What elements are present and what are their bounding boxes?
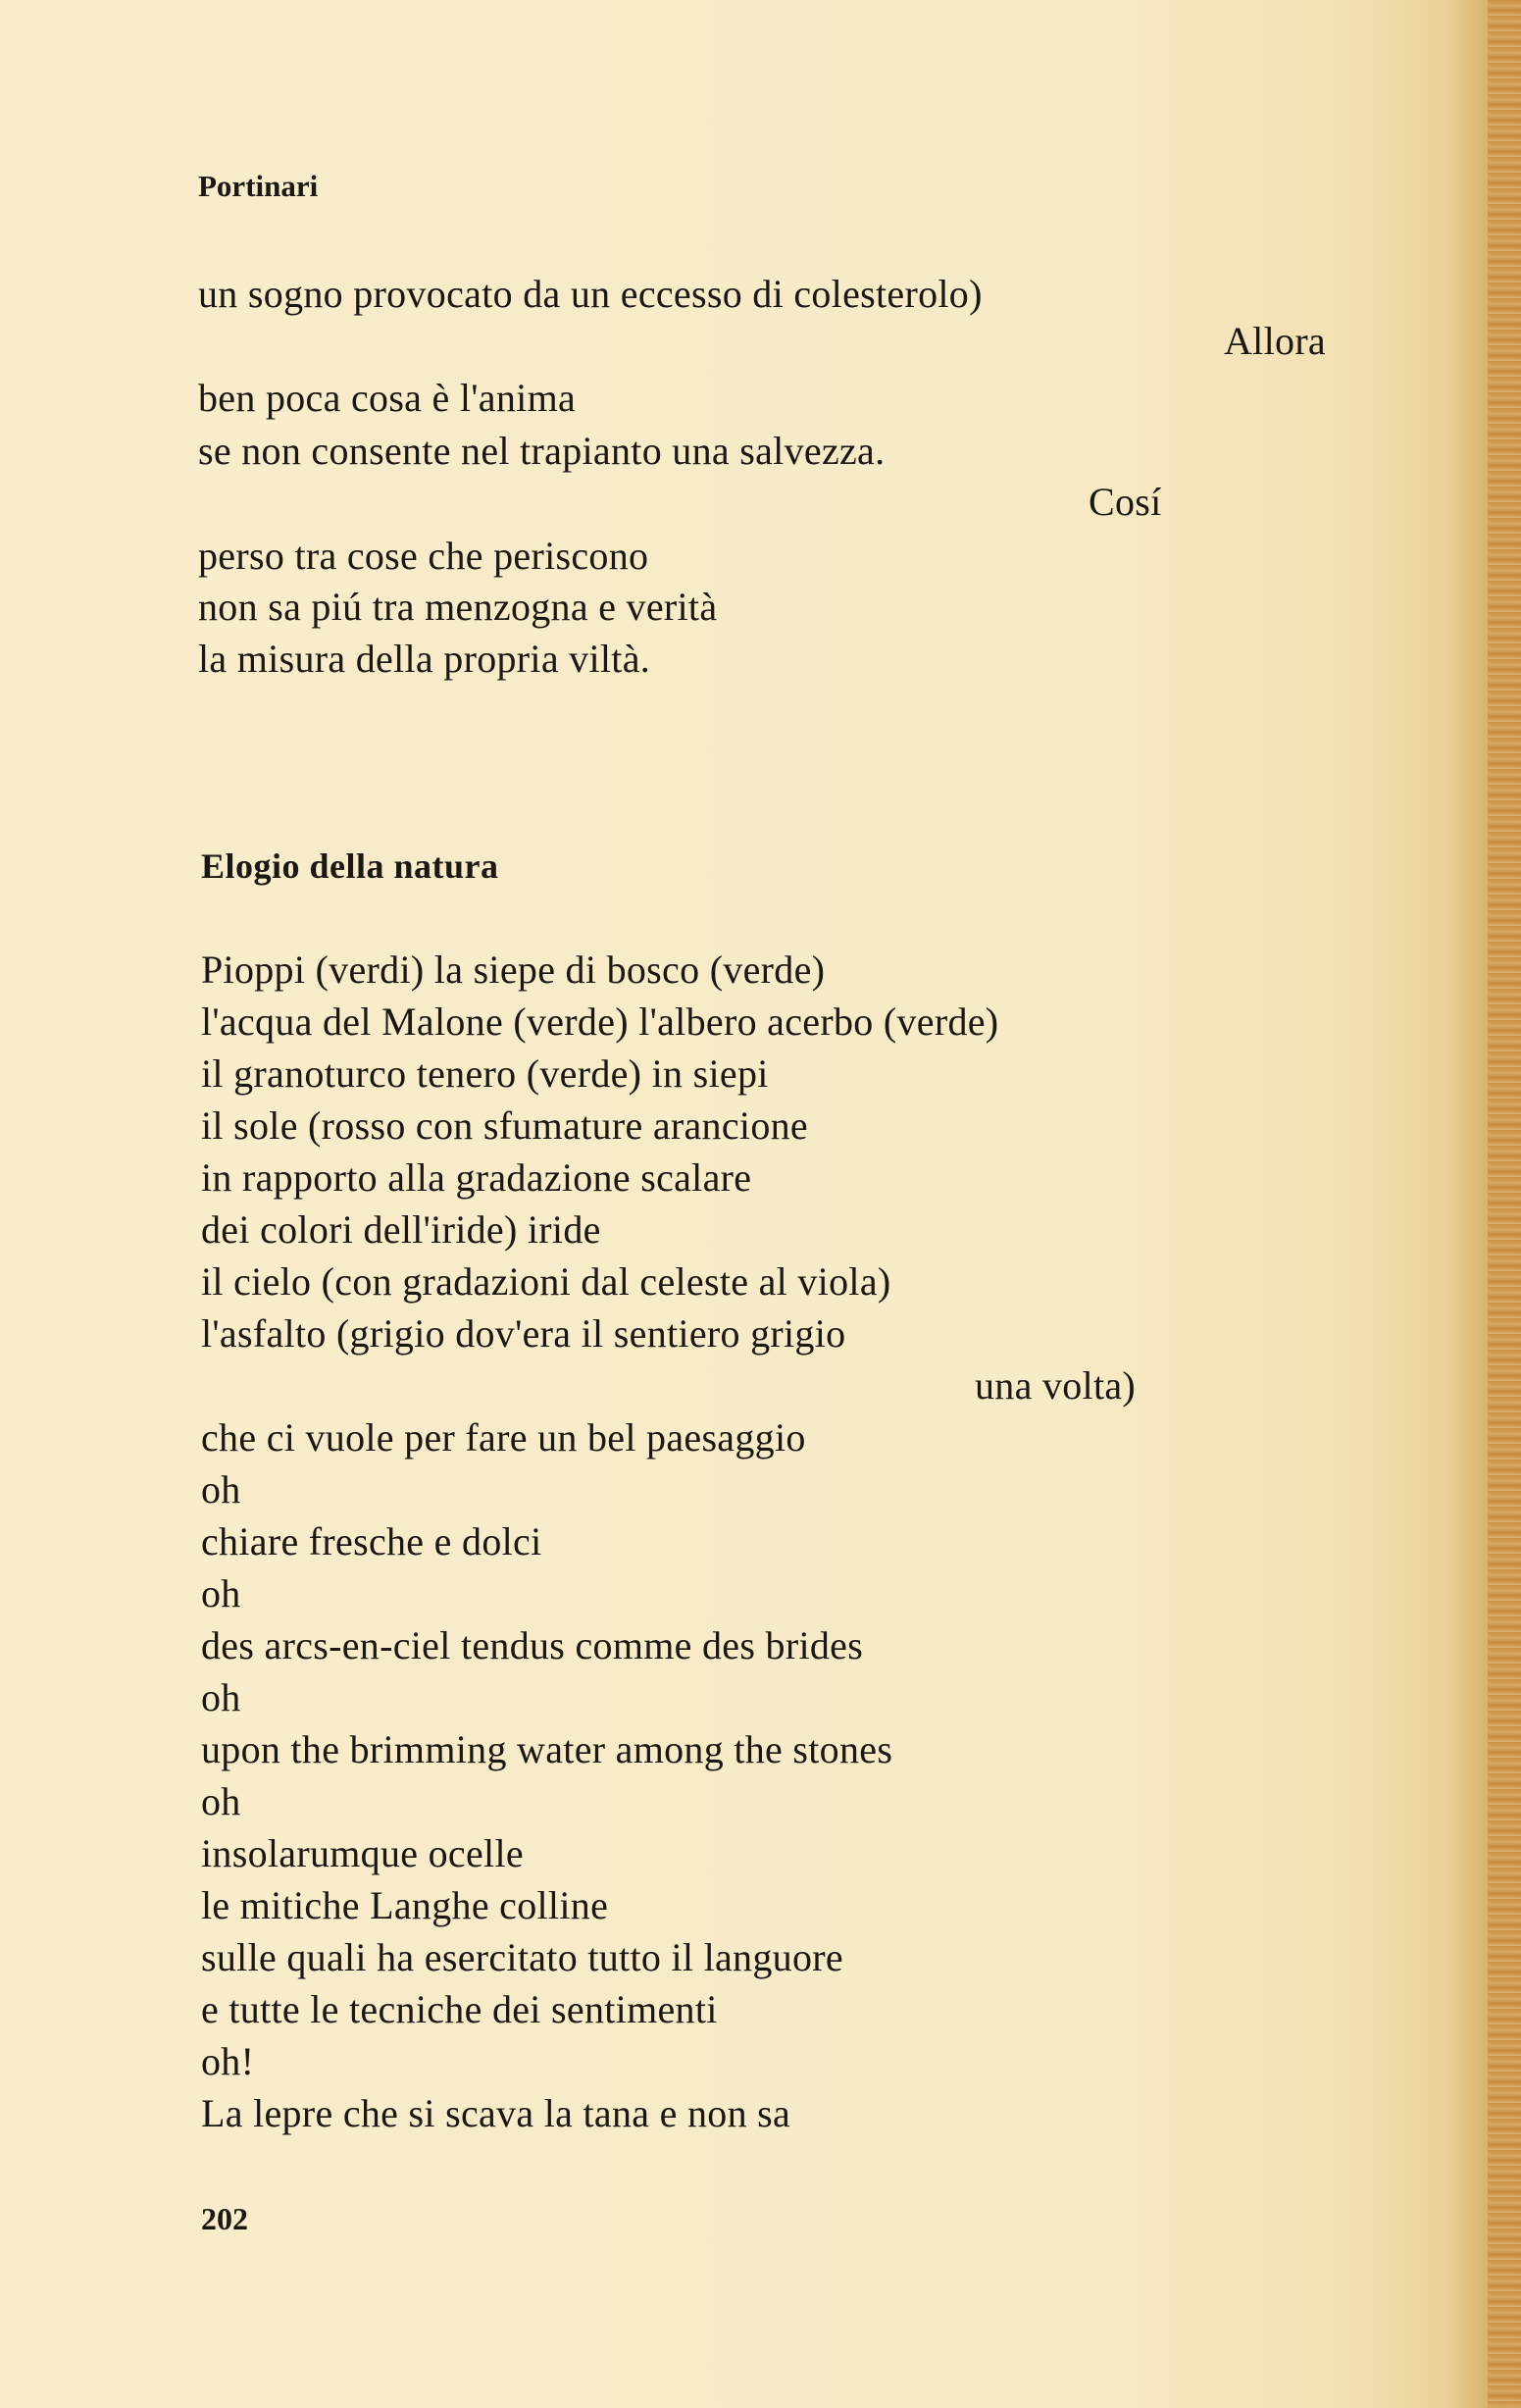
poem-line: des arcs-en-ciel tendus comme des brides [201, 1623, 864, 1667]
poem-line: il granoturco tenero (verde) in siepi [201, 1051, 769, 1096]
poem-line: se non consente nel trapianto una salvezza. [198, 429, 886, 473]
poem-line: sulle quali ha esercitato tutto il languore [201, 1935, 843, 1979]
poem-line: La lepre che si scava la tana e non sa [201, 2091, 791, 2135]
poem-line: e tutte le tecniche dei sentimenti [201, 1987, 718, 2031]
poem-line: il cielo (con gradazioni dal celeste al viola) [201, 1259, 891, 1304]
poem-line: oh! [201, 2039, 255, 2083]
poem-line: in rapporto alla gradazione scalare [201, 1155, 752, 1200]
poem-line: oh [201, 1571, 241, 1615]
poem-line: insolarumque ocelle [201, 1831, 524, 1875]
poem-line: l'asfalto (grigio dov'era il sentiero grigio [201, 1311, 846, 1356]
poem-line: che ci vuole per fare un bel paesaggio [201, 1415, 806, 1460]
poem-line: upon the brimming water among the stones [201, 1727, 893, 1771]
running-header: Portinari [198, 169, 319, 203]
poem-line: perso tra cose che periscono [198, 534, 649, 578]
poem-line: non sa piú tra menzogna e verità [198, 585, 718, 629]
poem-line: Pioppi (verdi) la siepe di bosco (verde) [201, 948, 826, 992]
poem-line: Allora [1224, 319, 1326, 363]
page-number: 202 [201, 2201, 248, 2236]
poem-line: oh [201, 1675, 241, 1719]
poem-line: la misura della propria viltà. [198, 637, 651, 681]
page-edge [1488, 0, 1521, 2408]
poem-line: oh [201, 1779, 241, 1823]
poem-line: un sogno provocato da un eccesso di colesterolo) [198, 272, 983, 316]
poem-line: Cosí [1089, 480, 1162, 524]
poem-line: dei colori dell'iride) iride [201, 1207, 601, 1252]
poem-line: ben poca cosa è l'anima [198, 376, 577, 420]
poem-line: chiare fresche e dolci [201, 1519, 542, 1563]
poem-title: Elogio della natura [201, 846, 499, 886]
poem-line: una volta) [975, 1363, 1137, 1408]
poem-line: l'acqua del Malone (verde) l'albero acerbo (verde) [201, 999, 999, 1044]
poem-line: il sole (rosso con sfumature arancione [201, 1103, 808, 1148]
poem-line: oh [201, 1467, 241, 1511]
poem-line: le mitiche Langhe colline [201, 1883, 609, 1927]
